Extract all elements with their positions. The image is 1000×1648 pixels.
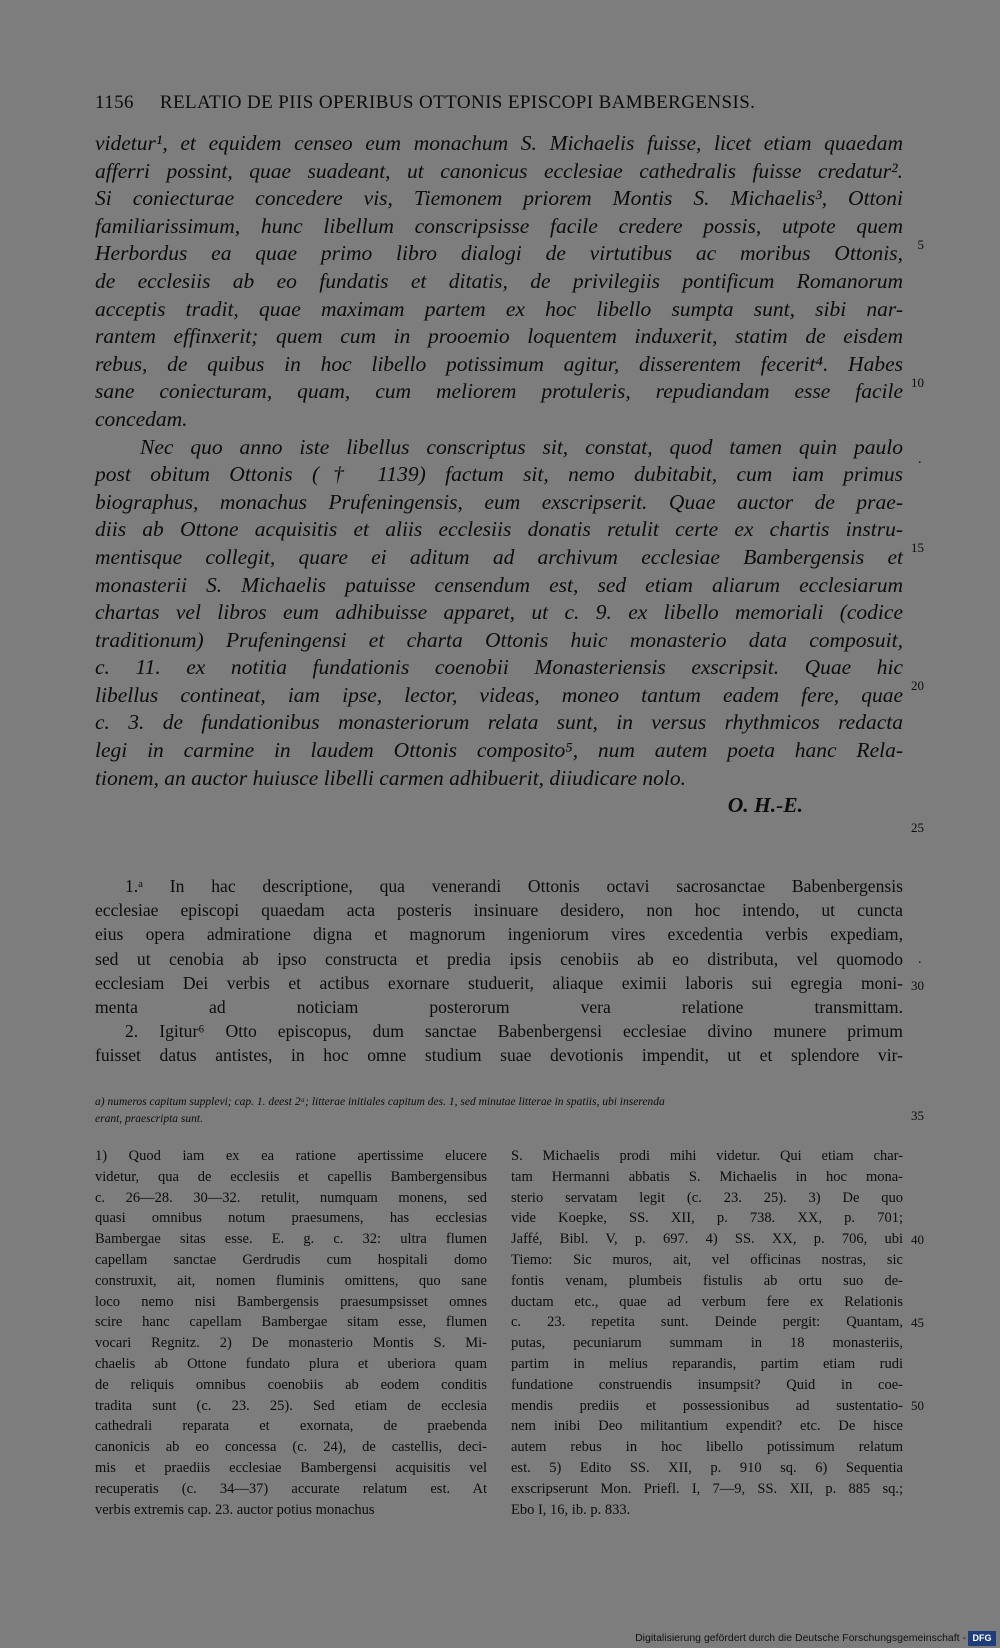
text-line: c. 3. de fundationibus monasteriorum relata sunt, in versus rhythmicos redacta [95, 710, 903, 735]
footnote-line: canonicis ab eo concessa (c. 24), de castellis, deci- [95, 1439, 487, 1456]
text-line: videtur¹, et equidem censeo eum monachum S. Michaelis fuisse, licet etiam quaedam [95, 131, 903, 155]
dfg-logo: DFG [968, 1631, 996, 1646]
text-line: mentisque collegit, quare ei aditum ad archivum ecclesiae Bambergensis et [95, 544, 903, 569]
footnotes [95, 1146, 903, 1520]
margin-dot: . [918, 952, 922, 967]
line-number: 35 [911, 1108, 924, 1123]
text-line: sane coniecturam, quam, cum meliorem protuleris, repudiandam esse facile [95, 379, 903, 404]
footnote-line: Jaffé, Bibl. V, p. 697. 4) SS. XX, p. 706, ubi [511, 1231, 903, 1248]
text-line: Herbordus ea quae primo libro dialogi de virtutibus ac moribus Ottonis, [95, 241, 903, 266]
text-line: 2. Igitur⁶ Otto episcopus, dum sanctae Babenbergensi ecclesiae divino munere primum [125, 1021, 903, 1042]
text-line: monasterii S. Michaelis patuisse censendum est, sed etiam aliarum ecclesiarum [95, 572, 903, 597]
text-line: acceptis tradit, quae maximam partem ex hoc libello sumpta sunt, sibi nar- [95, 296, 903, 321]
text-line: chartas vel libros eum adhibuisse apparet, ut c. 9. ex libello memoriali (codice [95, 600, 903, 625]
text-line: tionem, an auctor huiusce libelli carmen adhibuerit, diiudicare nolo. [95, 765, 686, 790]
main-paragraph-2 [95, 1019, 903, 1067]
running-header [95, 92, 905, 114]
line-number: 10 [911, 375, 924, 390]
footnote-line: recuperatis (c. 34—37) accurate relatum est. At [95, 1480, 487, 1497]
text-line: diis ab Ottone acquisitis et aliis ecclesiis donatis retulit certe ex chartis instru- [95, 517, 903, 542]
footnote-line: exscripserunt Mon. Priefl. I, 7—9, SS. XII, p. 885 sq.; [511, 1480, 903, 1497]
footnote-line: Tiemo: Sic muros, ait, vel officinas nostras, sic [511, 1251, 903, 1268]
footnote-line: Ebo I, 16, ib. p. 833. [511, 1501, 631, 1518]
critical-apparatus [95, 1094, 903, 1128]
text-line: rebus, de quibus in hoc libello potissimum agitur, disserentem fecerit⁴. Habes [95, 351, 903, 376]
footnote-line: ductam etc., quae ad verbum fere ex Relationis [511, 1293, 903, 1310]
text-line: afferri possint, quae suadeant, ut canonicus ecclesiae cathedralis fuisse credatur². [95, 158, 903, 183]
line-number: 30 [911, 978, 924, 993]
footnote-line: c. 23. repetita sunt. Deinde pergit: Quantam, [511, 1314, 903, 1331]
footnote-line: de reliquis omnibus coenobiis ab eodem conditis [95, 1376, 487, 1393]
text-line: de ecclesiis ab eo fundatis et ditatis, de privilegiis pontificum Romanorum [95, 268, 903, 293]
text-line: Nec quo anno iste libellus conscriptus sit, constat, quod tamen quin paulo [140, 434, 903, 459]
footnote-line: c. 26—28. 30—32. retulit, numquam monens, sed [95, 1189, 487, 1206]
footnote-line: autem rebus in hoc libello potissimum relatum [511, 1439, 903, 1456]
footnotes-left-column [95, 1146, 487, 1520]
apparatus-line: erant, praescripta sunt. [95, 1113, 203, 1125]
digitization-footer [0, 1626, 1000, 1648]
text-line: legi in carmine in laudem Ottonis composito⁵, num autem poeta hanc Rela- [95, 738, 903, 763]
footnote-line: capellam sanctae Gerdrudis cum hospitali domo [95, 1251, 487, 1268]
editor-signature: O. H.-E. [727, 793, 803, 818]
footnote-line: partim in melius reparandis, partim etiam rudi [511, 1355, 903, 1372]
text-line: eius opera admiratione digna et magnorum ingeniorum vires excedentia verbis expediam, [95, 924, 903, 945]
text-line: rantem effinxerit; quem cum in prooemio loquentem induxerit, statim de eisdem [95, 324, 903, 349]
footnote-line: nem inibi Deo militantium expendit? etc. De hisce [511, 1418, 903, 1435]
margin-dot: . [918, 452, 922, 467]
footnote-line: vide Koepke, SS. XII, p. 738. XX, p. 701; [511, 1210, 903, 1227]
footer-credit: Digitalisierung gefördert durch die Deutsche Forschungsgemeinschaft - [635, 1632, 966, 1644]
text-line: 1.ᵃ In hac descriptione, qua venerandi Ottonis octavi sacrosanctae Babenbergensis [125, 876, 903, 896]
footnote-line: putas, pecuniarum summam in 18 monasteriis, [511, 1335, 903, 1352]
line-number: 45 [911, 1315, 924, 1330]
text-line: traditionum) Prufeningensi et charta Ottonis huic monasterio data composuit, [95, 627, 903, 652]
text-line: concedam. [95, 406, 188, 431]
line-number: 5 [917, 237, 924, 252]
page-number: 1156 [95, 92, 134, 113]
footnote-line: cathedrali reparata et exornata, de praebenda [95, 1418, 487, 1435]
footnote-line: fundatione construendis insumpsit? Quid in coe- [511, 1376, 903, 1393]
footnote-line: tradita sunt (c. 23. 25). Sed etiam de ecclesia [95, 1397, 487, 1414]
line-number: 25 [911, 820, 924, 835]
footnote-line: Bambergae sitas esse. E. g. c. 32: ultra flumen [95, 1231, 487, 1248]
main-text [95, 874, 903, 1068]
footnote-line: tam Hermanni abbatis S. Michaelis in hoc mona- [511, 1168, 903, 1185]
footnote-line: videtur, qua de ecclesiis et capellis Bambergensibus [95, 1168, 487, 1185]
footnote-line: fontis venam, plumbeis fistulis ab ortu suo de- [511, 1272, 903, 1289]
footnote-line: mis et praediis ecclesiae Bambergensi acquisitis vel [95, 1459, 487, 1476]
apparatus-line: a) numeros capitum supplevi; cap. 1. deest 2ᵃ; litterae initiales capitum des. 1, sed minutae litterae in spatiis, ubi inserenda [95, 1096, 665, 1108]
footnote-line: quasi omnibus notum praesumens, has ecclesias [95, 1210, 487, 1227]
footnote-line: scire hanc capellam Bambergae sitam esse, flumen [95, 1314, 487, 1331]
text-line: biographus, monachus Prufeningensis, eum exscripserit. Quae auctor de prae- [95, 489, 903, 514]
introduction [95, 130, 903, 820]
text-line: ecclesiam Dei verbis et actibus exornare studuerit, aliaque eximii laboris sui egregia moni- [95, 972, 903, 993]
footnote-line: construxit, ait, nomen fluminis omittens, quo sane [95, 1272, 487, 1289]
text-line: fuisset datus antistes, in hoc omne studium suae devotionis impendit, ut et splendore vir- [95, 1045, 903, 1066]
footnote-line: mendis prediis et possessionibus ad sustentatio- [511, 1397, 903, 1414]
line-number: 50 [911, 1398, 924, 1413]
intro-paragraph-1 [95, 130, 903, 434]
text-line: c. 11. ex notitia fundationis coenobii Monasteriensis exscripsit. Quae hic [95, 655, 903, 680]
text-line: sed ut cenobia ab ipso constructa et predia ipsis cenobiis ab eo distributa, vel quomodo [95, 948, 903, 969]
footnote-line: loco nemo nisi Bambergensis praesumpsisset omnes [95, 1293, 487, 1310]
text-line: libellus contineat, iam ipse, lector, videas, moneo tantum eadem fere, quae [95, 682, 903, 707]
line-number: 20 [911, 678, 924, 693]
text-line: menta ad noticiam posterorum vera relatione transmittam. [95, 997, 903, 1018]
text-line: familiarissimum, hunc libellum conscripsisse facile credere possis, utpote quem [95, 213, 903, 238]
footnote-line: est. 5) Edito SS. XII, p. 910 sq. 6) Sequentia [511, 1459, 903, 1476]
text-line: Si coniecturae concedere vis, Tiemonem priorem Montis S. Michaelis³, Ottoni [95, 186, 903, 211]
footnote-line: verbis extremis cap. 23. auctor potius monachus [95, 1501, 375, 1518]
footnote-line: sterio servatam legit (c. 23. 25). 3) De quo [511, 1189, 903, 1206]
main-paragraph-1 [95, 874, 903, 1019]
footnote-line: vocari Regnitz. 2) De monasterio Montis S. Mi- [95, 1335, 487, 1352]
line-number: 40 [911, 1232, 924, 1247]
footnotes-right-column [511, 1146, 903, 1520]
footnote-line: S. Michaelis prodi mihi videtur. Qui etiam char- [511, 1148, 903, 1164]
intro-paragraph-2 [95, 434, 903, 793]
line-number: 15 [911, 540, 924, 555]
running-title: RELATIO DE PIIS OPERIBUS OTTONIS EPISCOPI BAMBERGENSIS. [159, 92, 756, 113]
text-line: ecclesiae episcopi quaedam acta posteris insinuare desidero, non hoc intendo, ut cuncta [95, 900, 903, 921]
footnote-line: chaelis ab Ottone fundato plura et uberiora quam [95, 1355, 487, 1372]
footnote-line: 1) Quod iam ex ea ratione apertissime elucere [95, 1148, 487, 1164]
text-line: post obitum Ottonis († 1139) factum sit, nemo dubitabit, cum iam primus [95, 462, 903, 487]
